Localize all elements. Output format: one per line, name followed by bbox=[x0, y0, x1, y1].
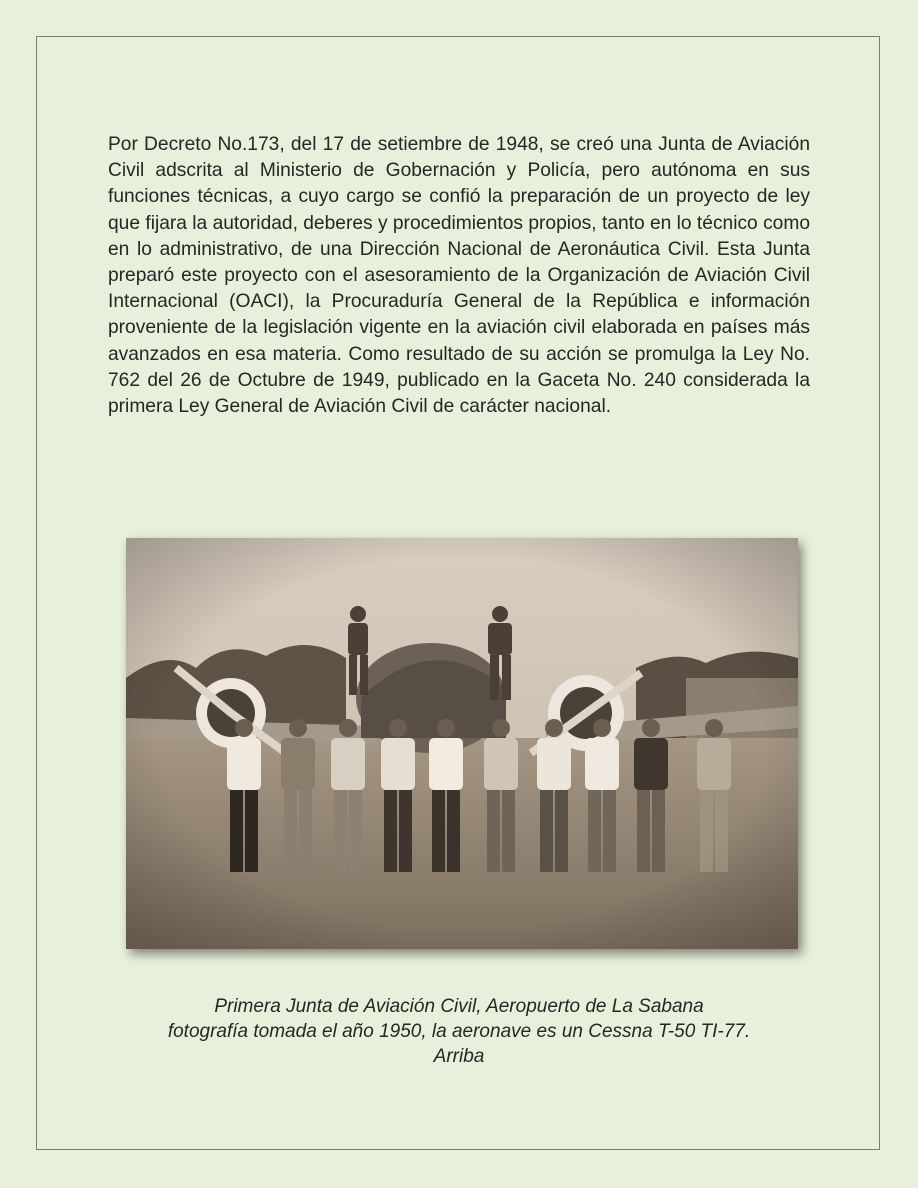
historical-photo bbox=[126, 538, 798, 949]
body-paragraph: Por Decreto No.173, del 17 de setiembre de 1948, se creó una Junta de Aviación Civil adscrita al Ministerio de Gobernación y Policía, pero autónoma en sus funciones técnicas, a cuyo cargo se confió la preparación de un proyecto de ley que fijara la autoridad, deberes y procedimientos propios, tanto en lo técnico como en lo administrativo, de una Dirección Nacional de Aeronáutica Civil. Esta Junta preparó este proyecto con el asesoramiento de la Organización de Aviación Civil Internacional (OACI), la Procuraduría General de la República e información proveniente de la legislación vigente en la aviación civil elaborada en países más avanzados en esa materia. Como resultado de su acción se promulga la Ley No. 762 del 26 de Octubre de 1949, publicado en la Gaceta No. 240 considerada la primera Ley General de Aviación Civil de carácter nacional. bbox=[108, 134, 810, 418]
caption-line-2: fotografía tomada el año 1950, la aeronave es un Cessna T-50 TI-77. bbox=[167, 1021, 751, 1042]
caption-line-1: Primera Junta de Aviación Civil, Aeropuerto de La Sabana bbox=[214, 996, 704, 1017]
photo-caption bbox=[100, 994, 818, 1069]
caption-line-3: Arriba bbox=[433, 1046, 485, 1067]
